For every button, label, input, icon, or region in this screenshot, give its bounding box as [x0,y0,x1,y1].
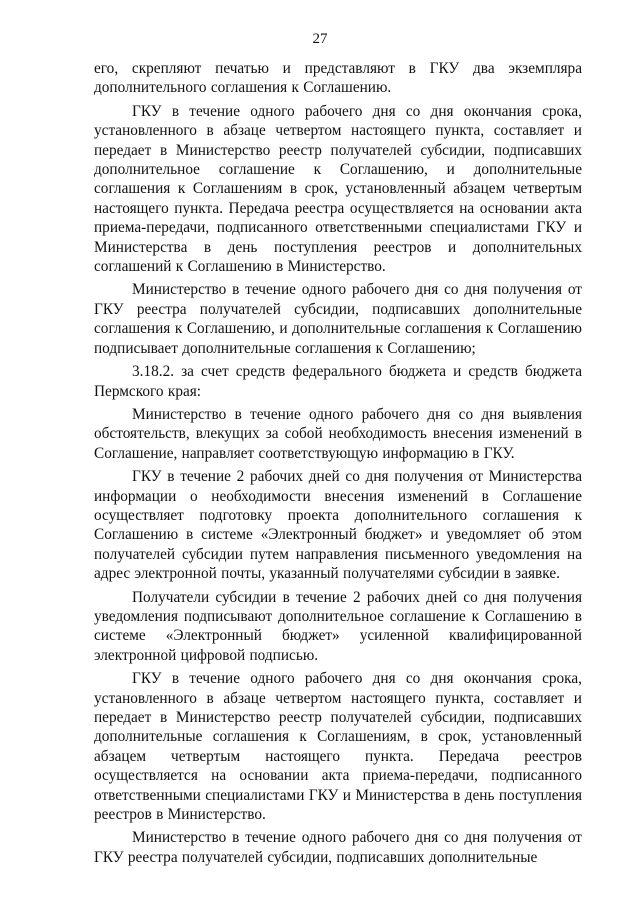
document-body [94,59,582,867]
paragraph: Министерство в течение одного рабочего дня со дня получения от ГКУ реестра получателей субсидии, подписавших дополнительные соглашения к Соглашению, и дополнительные соглашения к Соглашению подписывает дополнительные соглашения к Соглашению; [94,281,582,357]
paragraph: ГКУ в течение одного рабочего дня со дня окончания срока, установленного в абзаце четвертом настоящего пункта, составляет и передает в Министерство реестр получателей субсидии, подписавших дополнительное соглашение к Соглашению, и дополнительные соглашения к Соглашениям в срок, установленный абзацем четвертым настоящего пункта. Передача реестра осуществляется на основании акта приема-передачи, подписанного ответственными специалистами ГКУ и Министерства в день поступления реестров и дополнительных соглашений к Соглашению в Министерство. [94,102,582,276]
paragraph: ГКУ в течение одного рабочего дня со дня окончания срока, установленного в абзаце четвертом настоящего пункта, составляет и передает в Министерство реестр получателей субсидии, подписавших дополнительные соглашения к Соглашениям, в срок, установленный абзацем четвертым настоящего пункта. Передача реестров осуществляется на основании акта приема-передачи, подписанного ответственными специалистами ГКУ и Министерства в день поступления реестров в Министерство. [94,670,582,824]
paragraph: Получатели субсидии в течение 2 рабочих дней со дня получения уведомления подписывают дополнительное соглашение к Соглашению в системе «Электронный бюджет» усиленной квалифицированной электронной цифровой подписью. [94,588,582,664]
page-number: 27 [312,31,328,47]
paragraph-truncated: Министерство в течение одного рабочего дня со дня получения от ГКУ реестра получателей субсидии, подписавших дополнительные [94,829,582,866]
paragraph: Министерство в течение одного рабочего дня со дня выявления обстоятельств, влекущих за собой необходимость внесения изменений в Соглашение, направляет соответствующую информацию в ГКУ. [94,405,582,462]
paragraph-continuation: его, скрепляют печатью и представляют в ГКУ два экземпляра дополнительного соглашения к Соглашению. [94,60,582,97]
paragraph: ГКУ в течение 2 рабочих дней со дня получения от Министерства информации о необходимости внесения изменений в Соглашение осуществляет подготовку проекта дополнительного соглашения к Соглашению в системе «Электронный бюджет» и уведомляет об этом получателей субсидии путем направления письменного уведомления на адрес электронной почты, указанный получателями субсидии в заявке. [94,468,582,583]
section-heading-3-18-2: 3.18.2. за счет средств федерального бюджета и средств бюджета Пермского края: [94,363,582,400]
